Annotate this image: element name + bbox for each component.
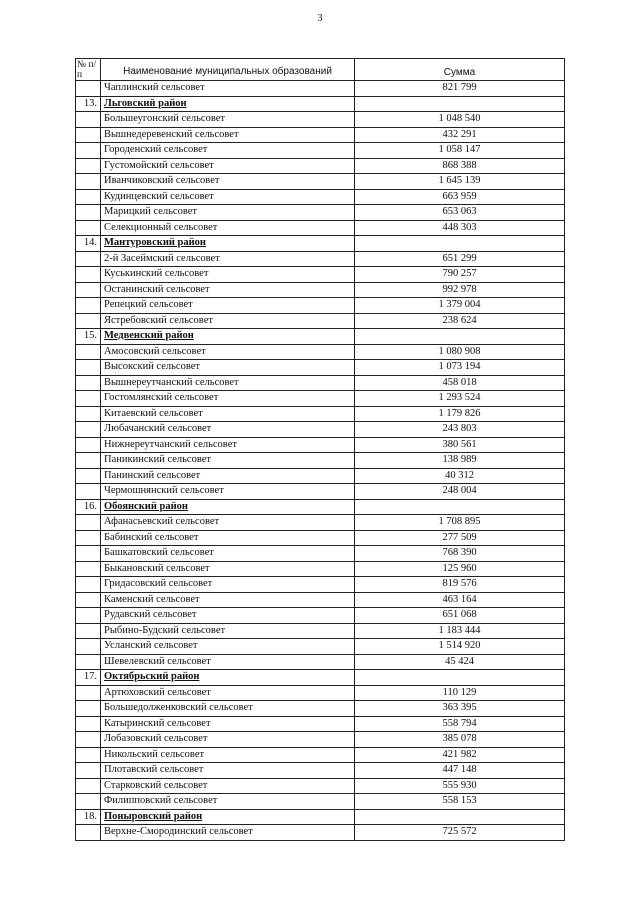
sum-cell: 1 379 004	[355, 298, 565, 314]
municipality-name-cell: Шевелевский сельсовет	[101, 654, 355, 670]
row-number-cell: 14.	[76, 236, 101, 252]
sum-cell: 45 424	[355, 654, 565, 670]
table-row	[76, 360, 565, 376]
row-number-cell	[76, 701, 101, 717]
row-number-cell	[76, 422, 101, 438]
row-number-cell: 18.	[76, 809, 101, 825]
sum-cell: 138 989	[355, 453, 565, 469]
sum-cell: 651 299	[355, 251, 565, 267]
municipality-name-cell: Большедолженковский сельсовет	[101, 701, 355, 717]
table-row	[76, 282, 565, 298]
sum-cell: 821 799	[355, 81, 565, 97]
municipality-name-cell: Высокский сельсовет	[101, 360, 355, 376]
table-row	[76, 654, 565, 670]
row-number-cell	[76, 220, 101, 236]
page-number: 3	[317, 13, 323, 24]
municipality-name-cell: Рудавский сельсовет	[101, 608, 355, 624]
sum-cell: 385 078	[355, 732, 565, 748]
table-row	[76, 592, 565, 608]
table-row	[76, 794, 565, 810]
municipality-name-cell: Старковский сельсовет	[101, 778, 355, 794]
district-row	[76, 96, 565, 112]
row-number-cell	[76, 344, 101, 360]
table-row	[76, 112, 565, 128]
row-number-cell	[76, 143, 101, 159]
row-number-cell	[76, 112, 101, 128]
row-number-cell	[76, 313, 101, 329]
municipality-name-cell: Китаевский сельсовет	[101, 406, 355, 422]
row-number-cell	[76, 623, 101, 639]
sum-cell: 558 794	[355, 716, 565, 732]
sum-cell	[355, 670, 565, 686]
table-row	[76, 623, 565, 639]
sum-cell: 458 018	[355, 375, 565, 391]
row-number-cell: 17.	[76, 670, 101, 686]
municipality-name-cell: Вышнереутчанский сельсовет	[101, 375, 355, 391]
municipality-name-cell: Никольский сельсовет	[101, 747, 355, 763]
sum-cell: 248 004	[355, 484, 565, 500]
municipality-name-cell: Гостомлянский сельсовет	[101, 391, 355, 407]
municipality-name-cell: Чаплинский сельсовет	[101, 81, 355, 97]
sum-cell: 992 978	[355, 282, 565, 298]
table-row	[76, 174, 565, 190]
table-row	[76, 406, 565, 422]
municipality-name-cell: Ястребовский сельсовет	[101, 313, 355, 329]
municipality-name-cell: Быкановский сельсовет	[101, 561, 355, 577]
row-number-cell	[76, 685, 101, 701]
sum-cell: 725 572	[355, 825, 565, 841]
row-number-cell	[76, 406, 101, 422]
row-number-cell	[76, 81, 101, 97]
table-row	[76, 561, 565, 577]
sum-cell: 1 514 920	[355, 639, 565, 655]
sum-cell	[355, 809, 565, 825]
sum-cell: 238 624	[355, 313, 565, 329]
municipality-name-cell: Гридасовский сельсовет	[101, 577, 355, 593]
sum-cell: 653 063	[355, 205, 565, 221]
municipality-name-cell: Нижнереутчанский сельсовет	[101, 437, 355, 453]
sum-cell: 558 153	[355, 794, 565, 810]
sum-cell: 868 388	[355, 158, 565, 174]
sum-cell	[355, 499, 565, 515]
table-row	[76, 778, 565, 794]
row-number-cell	[76, 530, 101, 546]
row-number-cell	[76, 546, 101, 562]
municipality-name-cell: Большеугонский сельсовет	[101, 112, 355, 128]
municipality-name-cell: Чермошнянский сельсовет	[101, 484, 355, 500]
row-number-cell	[76, 453, 101, 469]
sum-cell: 555 930	[355, 778, 565, 794]
row-number-cell	[76, 561, 101, 577]
sum-cell: 432 291	[355, 127, 565, 143]
sum-cell: 277 509	[355, 530, 565, 546]
table-row	[76, 267, 565, 283]
sum-cell	[355, 96, 565, 112]
municipality-name-cell: Мантуровский район	[101, 236, 355, 252]
row-number-cell: 13.	[76, 96, 101, 112]
municipality-name-cell: Усланский сельсовет	[101, 639, 355, 655]
table-row	[76, 251, 565, 267]
municipality-name-cell: Бабинский сельсовет	[101, 530, 355, 546]
sum-cell: 380 561	[355, 437, 565, 453]
row-number-cell	[76, 592, 101, 608]
municipality-name-cell: Филипповский сельсовет	[101, 794, 355, 810]
municipality-name-cell: Обоянский район	[101, 499, 355, 515]
sum-cell: 1 080 908	[355, 344, 565, 360]
row-number-cell: 16.	[76, 499, 101, 515]
table-row	[76, 344, 565, 360]
sum-cell: 447 148	[355, 763, 565, 779]
municipality-name-cell: Артюховский сельсовет	[101, 685, 355, 701]
sum-cell: 1 048 540	[355, 112, 565, 128]
municipality-name-cell: Верхне-Смородинский сельсовет	[101, 825, 355, 841]
table-row	[76, 608, 565, 624]
municipality-name-cell: Кудинцевский сельсовет	[101, 189, 355, 205]
table-header-row	[76, 59, 565, 81]
sum-cell: 790 257	[355, 267, 565, 283]
sum-cell: 1 293 524	[355, 391, 565, 407]
row-number-cell	[76, 639, 101, 655]
row-number-cell	[76, 716, 101, 732]
municipality-name-cell: Катыринский сельсовет	[101, 716, 355, 732]
table-row	[76, 685, 565, 701]
row-number-cell	[76, 127, 101, 143]
municipality-name-cell: Густомойский сельсовет	[101, 158, 355, 174]
sum-cell: 1 179 826	[355, 406, 565, 422]
row-number-cell	[76, 732, 101, 748]
table-row	[76, 577, 565, 593]
municipality-name-cell: Панинский сельсовет	[101, 468, 355, 484]
sum-cell	[355, 236, 565, 252]
sum-cell: 819 576	[355, 577, 565, 593]
row-number-cell	[76, 391, 101, 407]
table-row	[76, 825, 565, 841]
municipality-name-cell: Башкатовский сельсовет	[101, 546, 355, 562]
sum-cell: 125 960	[355, 561, 565, 577]
table-row	[76, 453, 565, 469]
table-row	[76, 375, 565, 391]
table-row	[76, 158, 565, 174]
sum-cell: 363 395	[355, 701, 565, 717]
municipality-name-cell: Плотавский сельсовет	[101, 763, 355, 779]
sum-cell: 1 073 194	[355, 360, 565, 376]
sum-cell: 40 312	[355, 468, 565, 484]
district-row	[76, 499, 565, 515]
district-row	[76, 329, 565, 345]
row-number-cell	[76, 747, 101, 763]
municipality-name-cell: Афанасьевский сельсовет	[101, 515, 355, 531]
row-number-cell	[76, 174, 101, 190]
sum-cell: 463 164	[355, 592, 565, 608]
municipality-name-cell: Куськинский сельсовет	[101, 267, 355, 283]
row-number-cell	[76, 267, 101, 283]
municipality-name-cell: Медвенский район	[101, 329, 355, 345]
municipality-name-cell: Марицкий сельсовет	[101, 205, 355, 221]
sum-cell: 1 183 444	[355, 623, 565, 639]
table-row	[76, 313, 565, 329]
header-number: № п/п	[76, 59, 101, 81]
municipality-name-cell: Репецкий сельсовет	[101, 298, 355, 314]
table-row	[76, 437, 565, 453]
row-number-cell	[76, 825, 101, 841]
table-row	[76, 747, 565, 763]
budget-table	[75, 58, 565, 841]
municipality-name-cell: Льговский район	[101, 96, 355, 112]
row-number-cell	[76, 515, 101, 531]
row-number-cell	[76, 189, 101, 205]
municipality-name-cell: Амосовский сельсовет	[101, 344, 355, 360]
row-number-cell	[76, 158, 101, 174]
row-number-cell	[76, 437, 101, 453]
municipality-name-cell: Городенский сельсовет	[101, 143, 355, 159]
municipality-name-cell: Любачанский сельсовет	[101, 422, 355, 438]
table-row	[76, 515, 565, 531]
row-number-cell	[76, 375, 101, 391]
sum-cell: 1 708 895	[355, 515, 565, 531]
table-row	[76, 189, 565, 205]
table-row	[76, 391, 565, 407]
row-number-cell: 15.	[76, 329, 101, 345]
header-sum: Сумма	[355, 59, 565, 81]
sum-cell: 421 982	[355, 747, 565, 763]
table-row	[76, 732, 565, 748]
row-number-cell	[76, 763, 101, 779]
table-row	[76, 205, 565, 221]
municipality-name-cell: 2-й Засеймский сельсовет	[101, 251, 355, 267]
sum-cell: 243 803	[355, 422, 565, 438]
row-number-cell	[76, 282, 101, 298]
row-number-cell	[76, 468, 101, 484]
table-row	[76, 127, 565, 143]
municipality-name-cell: Каменский сельсовет	[101, 592, 355, 608]
row-number-cell	[76, 608, 101, 624]
table-row	[76, 701, 565, 717]
municipality-name-cell: Лобазовский сельсовет	[101, 732, 355, 748]
sum-cell: 663 959	[355, 189, 565, 205]
sum-cell: 768 390	[355, 546, 565, 562]
table-row	[76, 763, 565, 779]
row-number-cell	[76, 577, 101, 593]
municipality-name-cell: Вышнедеревенский сельсовет	[101, 127, 355, 143]
table-row	[76, 422, 565, 438]
header-name: Наименование муниципальных образований	[101, 59, 355, 81]
sum-cell	[355, 329, 565, 345]
table-row	[76, 81, 565, 97]
table-row	[76, 143, 565, 159]
municipality-name-cell: Селекционный сельсовет	[101, 220, 355, 236]
municipality-name-cell: Паникинский сельсовет	[101, 453, 355, 469]
sum-cell: 1 645 139	[355, 174, 565, 190]
row-number-cell	[76, 205, 101, 221]
municipality-name-cell: Рыбино-Будский сельсовет	[101, 623, 355, 639]
row-number-cell	[76, 298, 101, 314]
district-row	[76, 236, 565, 252]
district-row	[76, 670, 565, 686]
municipality-name-cell: Поныровский район	[101, 809, 355, 825]
row-number-cell	[76, 484, 101, 500]
row-number-cell	[76, 251, 101, 267]
table-row	[76, 546, 565, 562]
sum-cell: 110 129	[355, 685, 565, 701]
sum-cell: 1 058 147	[355, 143, 565, 159]
table-row	[76, 220, 565, 236]
municipality-name-cell: Октябрьский район	[101, 670, 355, 686]
table-row	[76, 716, 565, 732]
municipality-name-cell: Останинский сельсовет	[101, 282, 355, 298]
row-number-cell	[76, 778, 101, 794]
district-row	[76, 809, 565, 825]
sum-cell: 448 303	[355, 220, 565, 236]
row-number-cell	[76, 794, 101, 810]
table-row	[76, 639, 565, 655]
table-row	[76, 468, 565, 484]
row-number-cell	[76, 360, 101, 376]
table-row	[76, 484, 565, 500]
table-row	[76, 298, 565, 314]
sum-cell: 651 068	[355, 608, 565, 624]
row-number-cell	[76, 654, 101, 670]
municipality-name-cell: Иванчиковский сельсовет	[101, 174, 355, 190]
table-row	[76, 530, 565, 546]
